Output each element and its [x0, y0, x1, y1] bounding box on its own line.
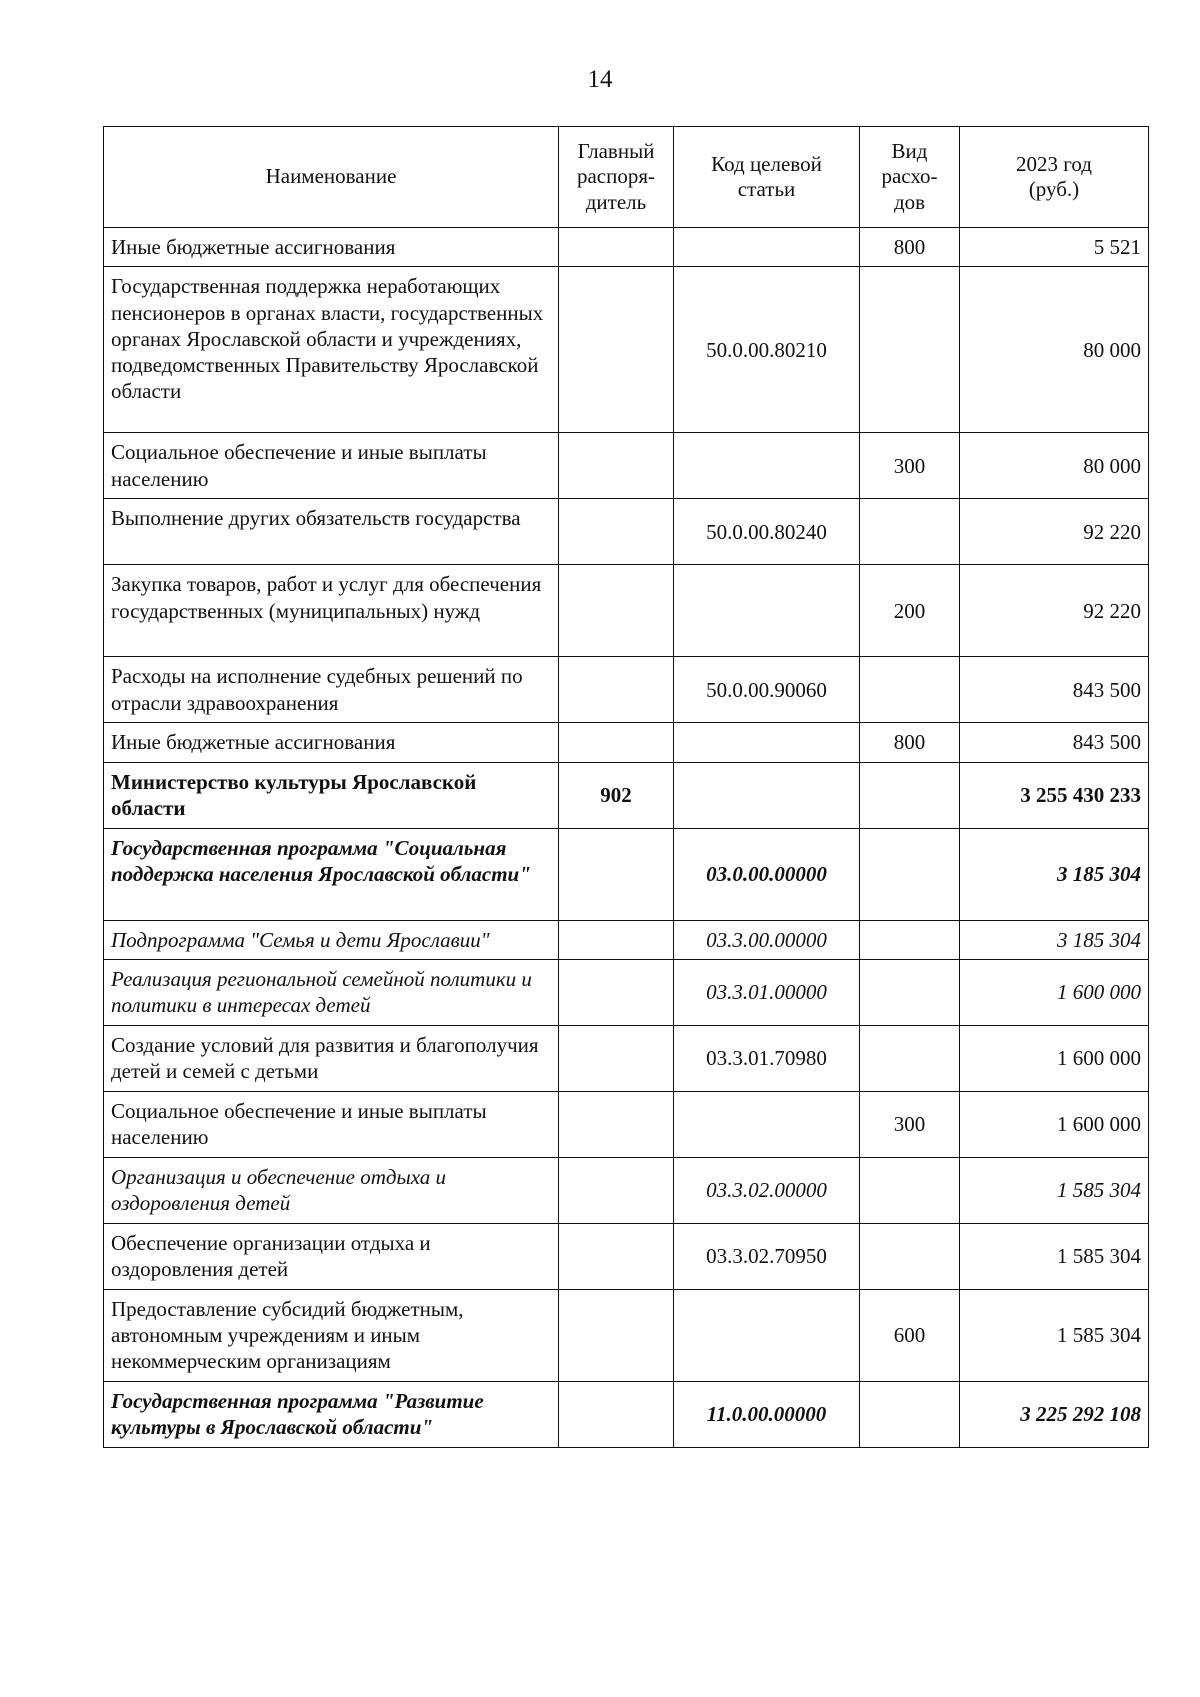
row-name: Государственная программа "Социальная поддержка населения Ярославской области" [104, 828, 559, 920]
row-code: 03.3.00.00000 [674, 920, 860, 959]
row-sum: 3 225 292 108 [960, 1381, 1149, 1447]
row-name: Иные бюджетные ассигнования [104, 228, 559, 267]
row-glavny [559, 565, 674, 657]
row-name: Социальное обеспечение и иные выплаты населению [104, 433, 559, 499]
table-row [104, 1157, 1149, 1223]
row-glavny [559, 267, 674, 433]
row-vid: 300 [860, 1091, 960, 1157]
row-glavny: 902 [559, 762, 674, 828]
table-row [104, 723, 1149, 762]
row-glavny [559, 828, 674, 920]
row-sum: 3 185 304 [960, 828, 1149, 920]
row-glavny [559, 1289, 674, 1381]
row-name: Государственная поддержка неработающих пенсионеров в органах власти, государственных органах Ярославской области и учреждениях, подведомственных Правительству Ярославской области [104, 267, 559, 433]
row-vid [860, 920, 960, 959]
row-glavny [559, 1157, 674, 1223]
row-name: Социальное обеспечение и иные выплаты населению [104, 1091, 559, 1157]
row-code [674, 565, 860, 657]
row-vid [860, 828, 960, 920]
row-glavny [559, 499, 674, 565]
table-row [104, 920, 1149, 959]
row-glavny [559, 1223, 674, 1289]
row-vid: 800 [860, 228, 960, 267]
row-code [674, 228, 860, 267]
row-sum: 1 585 304 [960, 1157, 1149, 1223]
row-glavny [559, 228, 674, 267]
row-vid: 800 [860, 723, 960, 762]
row-vid: 600 [860, 1289, 960, 1381]
table-row [104, 1381, 1149, 1447]
row-vid [860, 762, 960, 828]
header-glavny: Главный распоря- дитель [559, 127, 674, 228]
row-glavny [559, 920, 674, 959]
row-name: Создание условий для развития и благополучия детей и семей с детьми [104, 1025, 559, 1091]
table-row [104, 762, 1149, 828]
table-row [104, 1025, 1149, 1091]
row-sum: 843 500 [960, 723, 1149, 762]
header-code: Код целевой статьи [674, 127, 860, 228]
row-glavny [559, 1025, 674, 1091]
row-sum: 5 521 [960, 228, 1149, 267]
row-vid [860, 1025, 960, 1091]
row-vid: 300 [860, 433, 960, 499]
page-number: 14 [587, 66, 613, 93]
row-sum: 92 220 [960, 565, 1149, 657]
row-name: Государственная программа "Развитие культуры в Ярославской области" [104, 1381, 559, 1447]
row-code: 50.0.00.90060 [674, 657, 860, 723]
row-code: 03.3.01.70980 [674, 1025, 860, 1091]
row-code: 03.0.00.00000 [674, 828, 860, 920]
row-vid [860, 499, 960, 565]
table-row [104, 228, 1149, 267]
row-glavny [559, 1381, 674, 1447]
row-name: Обеспечение организации отдыха и оздоровления детей [104, 1223, 559, 1289]
row-code [674, 723, 860, 762]
row-code: 03.3.02.00000 [674, 1157, 860, 1223]
row-vid [860, 1157, 960, 1223]
row-glavny [559, 1091, 674, 1157]
row-vid [860, 1381, 960, 1447]
row-sum: 1 585 304 [960, 1223, 1149, 1289]
row-code: 50.0.00.80240 [674, 499, 860, 565]
row-sum: 1 600 000 [960, 1025, 1149, 1091]
row-code [674, 433, 860, 499]
row-name: Реализация региональной семейной политики и политики в интересах детей [104, 959, 559, 1025]
row-name: Подпрограмма "Семья и дети Ярославии" [104, 920, 559, 959]
row-name: Закупка товаров, работ и услуг для обеспечения государственных (муниципальных) нужд [104, 565, 559, 657]
row-vid [860, 1223, 960, 1289]
row-sum: 80 000 [960, 267, 1149, 433]
row-vid [860, 267, 960, 433]
row-glavny [559, 433, 674, 499]
row-code [674, 1289, 860, 1381]
table-row [104, 565, 1149, 657]
table-row [104, 499, 1149, 565]
row-code: 03.3.02.70950 [674, 1223, 860, 1289]
table-row [104, 1223, 1149, 1289]
row-vid: 200 [860, 565, 960, 657]
row-glavny [559, 959, 674, 1025]
table-row [104, 433, 1149, 499]
header-sum: 2023 год (руб.) [960, 127, 1149, 228]
row-sum: 1 600 000 [960, 1091, 1149, 1157]
table-header-row [104, 127, 1149, 228]
row-code [674, 762, 860, 828]
row-code: 03.3.01.00000 [674, 959, 860, 1025]
row-sum: 1 600 000 [960, 959, 1149, 1025]
header-name: Наименование [104, 127, 559, 228]
table-row [104, 657, 1149, 723]
row-name: Иные бюджетные ассигнования [104, 723, 559, 762]
row-sum: 80 000 [960, 433, 1149, 499]
row-sum: 3 255 430 233 [960, 762, 1149, 828]
table-row [104, 267, 1149, 433]
row-code [674, 1091, 860, 1157]
table-row [104, 1289, 1149, 1381]
row-sum: 3 185 304 [960, 920, 1149, 959]
header-vid: Вид расхо- дов [860, 127, 960, 228]
row-name: Организация и обеспечение отдыха и оздоровления детей [104, 1157, 559, 1223]
table-row [104, 828, 1149, 920]
row-code: 50.0.00.80210 [674, 267, 860, 433]
row-sum: 843 500 [960, 657, 1149, 723]
row-glavny [559, 657, 674, 723]
row-vid [860, 657, 960, 723]
budget-table [103, 126, 1149, 1448]
row-vid [860, 959, 960, 1025]
row-code: 11.0.00.00000 [674, 1381, 860, 1447]
table-row [104, 1091, 1149, 1157]
row-glavny [559, 723, 674, 762]
table-row [104, 959, 1149, 1025]
row-name: Министерство культуры Ярославской области [104, 762, 559, 828]
row-sum: 92 220 [960, 499, 1149, 565]
row-name: Предоставление субсидий бюджетным, автономным учреждениям и иным некоммерческим организациям [104, 1289, 559, 1381]
row-sum: 1 585 304 [960, 1289, 1149, 1381]
row-name: Расходы на исполнение судебных решений по отрасли здравоохранения [104, 657, 559, 723]
row-name: Выполнение других обязательств государства [104, 499, 559, 565]
